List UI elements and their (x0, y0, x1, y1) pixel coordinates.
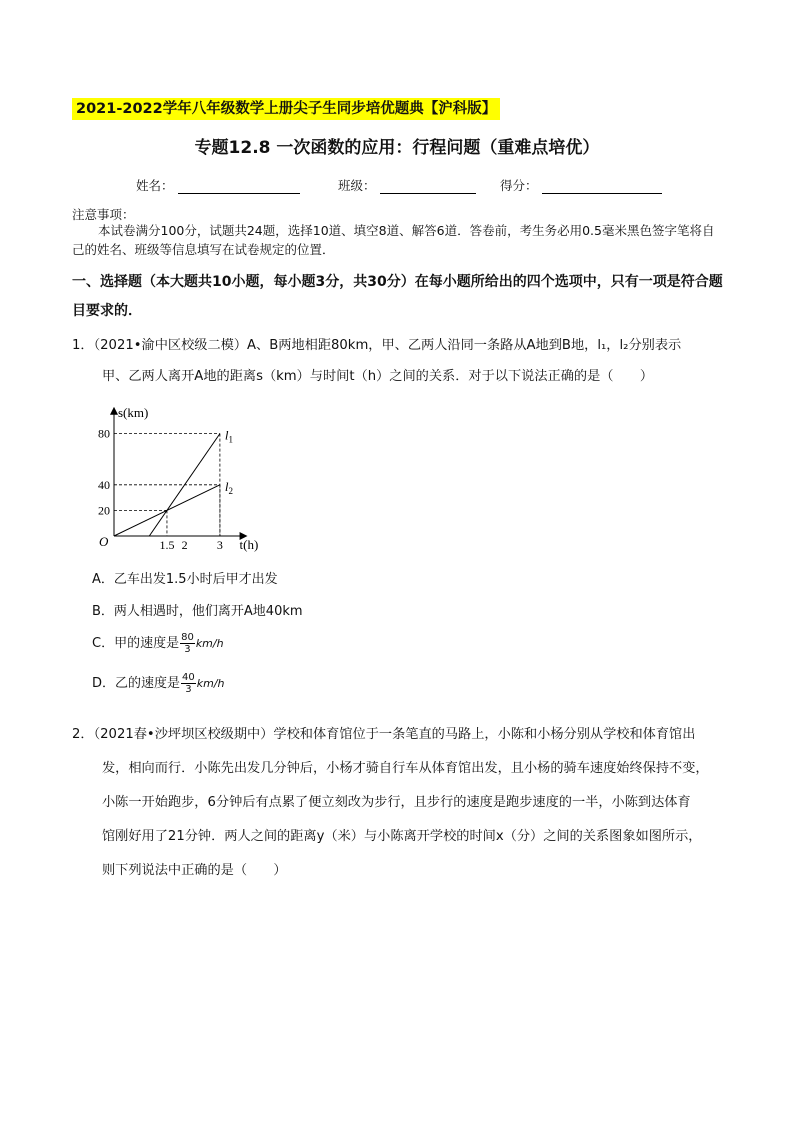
q1-option-b[interactable]: B．两人相遇时，他们离开A地40km (92, 604, 303, 619)
class-blank[interactable] (380, 179, 476, 194)
x-tick-label: 3 (216, 538, 223, 552)
y-tick-label: 80 (98, 426, 110, 441)
q2-line-1: 学校和体育馆位于一条笔直的马路上，小陈和小杨分别从学校和体育馆出 (273, 727, 696, 742)
q2-line-5: 则下列说法中正确的是（ ） (102, 863, 287, 878)
x-tick-label: 1.5 (159, 538, 175, 552)
q1-option-d-unit: km/h (196, 677, 225, 690)
name-label: 姓名： (136, 178, 174, 193)
series-label-subscript: 2 (228, 485, 234, 496)
x-axis-label: t(h) (239, 537, 259, 552)
q1-option-d-prefix: D．乙的速度是 (92, 676, 181, 691)
class-label: 班级： (338, 178, 376, 193)
q1-option-d-fraction (181, 672, 196, 695)
q2-line-2: 发，相向而行．小陈先出发几分钟后，小杨才骑自行车从体育馆出发，且小杨的骑车速度始终保持不变， (102, 761, 709, 776)
notice-body: 本试卷满分100分，试题共24题，选择10道、填空8道、解答6道．答卷前，考生务必用0.5毫米黑色签字笔将自己的姓名、班级等信息填写在试卷规定的位置． (72, 223, 715, 257)
series-label-l2: $l_2$ (224, 478, 234, 496)
q1-option-d[interactable] (92, 672, 225, 695)
q2-number: 2． (72, 727, 94, 742)
question-1 (72, 330, 724, 392)
q1-line1: A、B两地相距80km，甲、乙两人沿同一条路从A地到B地，l₁，l₂分别表示 (247, 338, 682, 353)
q2-line-3: 小陈一开始跑步，6分钟后有点累了便立刻改为步行，且步行的速度是跑步速度的一半，小陈到达体育 (102, 795, 691, 810)
fraction-numerator: 80 (181, 632, 194, 643)
q1-option-c-unit: km/h (195, 637, 224, 650)
q1-number: 1． (72, 338, 94, 353)
q1-option-c[interactable] (92, 632, 224, 655)
name-field[interactable] (136, 176, 300, 194)
x-tick-label: 2 (181, 538, 188, 552)
q2-line-4: 馆刚好用了21分钟．两人之间的距离y（米）与小陈离开学校的时间x（分）之间的关系图象如图所示， (102, 829, 702, 844)
section-heading: 一、选择题（本大题共10小题，每小题3分，共30分）在每小题所给出的四个选项中，只有一项是符合题目要求的． (72, 274, 723, 319)
q1-option-c-fraction (180, 632, 195, 655)
q1-graph (90, 396, 310, 566)
header-tag: 2021-2022学年八年级数学上册尖子生同步培优题典【沪科版】 (72, 98, 500, 120)
score-blank[interactable] (542, 179, 662, 194)
score-label: 得分： (500, 178, 538, 193)
fraction-numerator: 40 (182, 672, 195, 683)
q1-option-c-prefix: C．甲的速度是 (92, 636, 180, 651)
notice-title: 注意事项： (72, 207, 135, 222)
q2-source: （2021春•沙坪坝区校级期中） (93, 727, 274, 742)
q1-line2: 甲、乙两人离开A地的距离s（km）与时间t（h）之间的关系．对于以下说法正确的是（ ） (102, 369, 654, 384)
fraction-denominator: 3 (185, 684, 192, 695)
q1-source: （2021•渝中区校级二模） (93, 338, 248, 353)
name-blank[interactable] (178, 179, 300, 194)
series-label-l1: $l_1$ (224, 427, 234, 445)
question-2 (72, 718, 724, 888)
series-label-subscript: 1 (228, 434, 234, 445)
page-title: 专题12.8 一次函数的应用：行程问题（重难点培优） (194, 138, 600, 158)
q1-option-a[interactable]: A．乙车出发1.5小时后甲才出发 (92, 572, 278, 587)
y-tick-label: 40 (98, 477, 110, 492)
origin-label: O (99, 534, 109, 549)
y-axis-label: s(km) (118, 404, 149, 420)
fraction-denominator: 3 (184, 644, 191, 655)
y-tick-label: 20 (98, 503, 110, 518)
class-field[interactable] (338, 176, 476, 194)
score-field[interactable] (500, 176, 662, 194)
